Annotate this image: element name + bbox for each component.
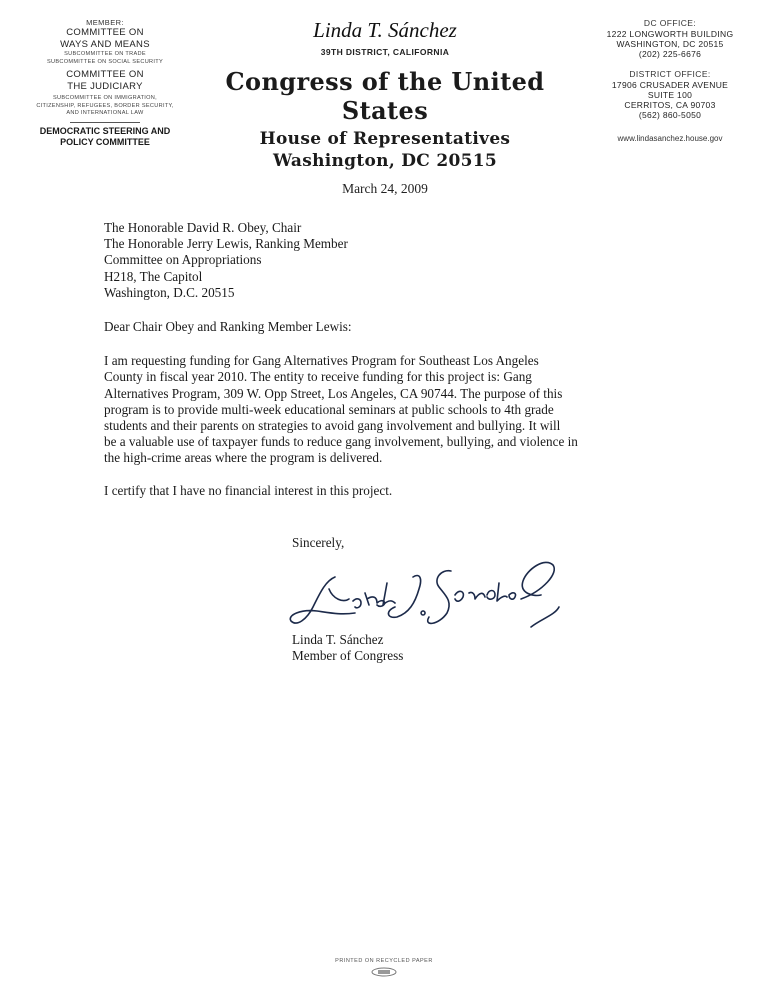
- dc-office-phone: (202) 225-6676: [638, 49, 702, 59]
- committee-steering-line1: DEMOCRATIC STEERING AND: [39, 125, 171, 136]
- recipient-line: The Honorable David R. Obey, Chair: [104, 220, 302, 235]
- letterhead-offices: [590, 18, 750, 143]
- salutation: Dear Chair Obey and Ranking Member Lewis:: [104, 319, 352, 335]
- district-office-phone: (562) 860-5050: [638, 110, 702, 120]
- signer-name: Linda T. Sánchez: [292, 632, 384, 647]
- recipient-address: [104, 220, 689, 301]
- subcommittee-immigration-line2: CITIZENSHIP, REFUGEES, BORDER SECURITY,: [36, 102, 174, 109]
- letterhead-center: [190, 18, 580, 197]
- district-office-label: DISTRICT OFFICE:: [629, 69, 711, 79]
- dc-office-line1: 1222 LONGWORTH BUILDING: [606, 29, 734, 39]
- member-name: Linda T. Sánchez: [313, 18, 457, 42]
- member-label: MEMBER:: [86, 18, 124, 27]
- city-title: Washington, DC 20515: [273, 151, 497, 171]
- paragraph-line: be a valuable use of taxpayer funds to reduce gang involvement, bullying, and violence in: [104, 434, 578, 450]
- signer-block: [292, 632, 403, 664]
- left-divider: [70, 122, 140, 123]
- committee-judiciary-line1: COMMITTEE ON: [66, 69, 144, 80]
- dc-office-label: DC OFFICE:: [643, 18, 697, 28]
- recycle-logo-icon: [369, 967, 399, 977]
- website-link[interactable]: www.lindasanchez.house.gov: [617, 134, 723, 143]
- signer-title: Member of Congress: [292, 648, 404, 664]
- paragraph-line: program is to provide multi-week educational seminars at public schools to 4th grade: [104, 401, 554, 417]
- subcommittee-trade: SUBCOMMITTEE ON TRADE: [64, 51, 146, 57]
- dc-office-line2: WASHINGTON, DC 20515: [616, 39, 724, 49]
- house-title: House of Representatives: [259, 129, 511, 149]
- subcommittee-immigration-line1: SUBCOMMITTEE ON IMMIGRATION,: [52, 95, 157, 101]
- letterhead-committees: [26, 18, 184, 148]
- paragraph-line: Alternatives Program, 309 W. Opp Street, Los Angeles, CA 90744. The purpose of this: [104, 385, 563, 401]
- committee-ways-means-line1: COMMITTEE ON: [66, 27, 144, 38]
- recipient-line: Committee on Appropriations: [104, 252, 262, 268]
- district-office-line3: CERRITOS, CA 90703: [624, 100, 716, 110]
- paragraph-line: students and their parents on strategies to avoid gang involvement and bullying. It will: [104, 418, 561, 434]
- recipient-line: Washington, D.C. 20515: [104, 284, 235, 300]
- recipient-line: The Honorable Jerry Lewis, Ranking Member: [104, 236, 348, 252]
- certification-paragraph: I certify that I have no financial interest in this project.: [104, 482, 393, 498]
- footer: [284, 958, 484, 982]
- paragraph-line: the high-crime areas where the program is delivered.: [104, 450, 383, 466]
- district-office-line2: SUITE 100: [647, 90, 693, 100]
- congress-title: Congress of the United States: [225, 67, 545, 125]
- recipient-line: H218, The Capitol: [104, 268, 203, 284]
- district-office-line1: 17906 CRUSADER AVENUE: [611, 80, 729, 90]
- closing: Sincerely,: [292, 535, 345, 550]
- paragraph-line: County in fiscal year 2010. The entity to receive funding for this project is: Gang: [104, 369, 532, 385]
- recycled-paper-note: PRINTED ON RECYCLED PAPER: [335, 958, 433, 964]
- committee-judiciary-line2: THE JUDICIARY: [67, 81, 143, 92]
- district: 39TH DISTRICT, CALIFORNIA: [320, 47, 450, 57]
- committee-steering-line2: POLICY COMMITTEE: [60, 136, 150, 147]
- letter-body: [104, 220, 689, 499]
- subcommittee-social-security: SUBCOMMITTEE ON SOCIAL SECURITY: [46, 58, 163, 65]
- letter-date: March 24, 2009: [342, 181, 428, 196]
- paragraph-line: I am requesting funding for Gang Alternatives Program for Southeast Los Angeles: [104, 353, 539, 369]
- request-paragraph: [104, 353, 689, 466]
- subcommittee-immigration-line3: AND INTERNATIONAL LAW: [66, 110, 144, 116]
- committee-ways-means-line2: WAYS AND MEANS: [60, 39, 150, 50]
